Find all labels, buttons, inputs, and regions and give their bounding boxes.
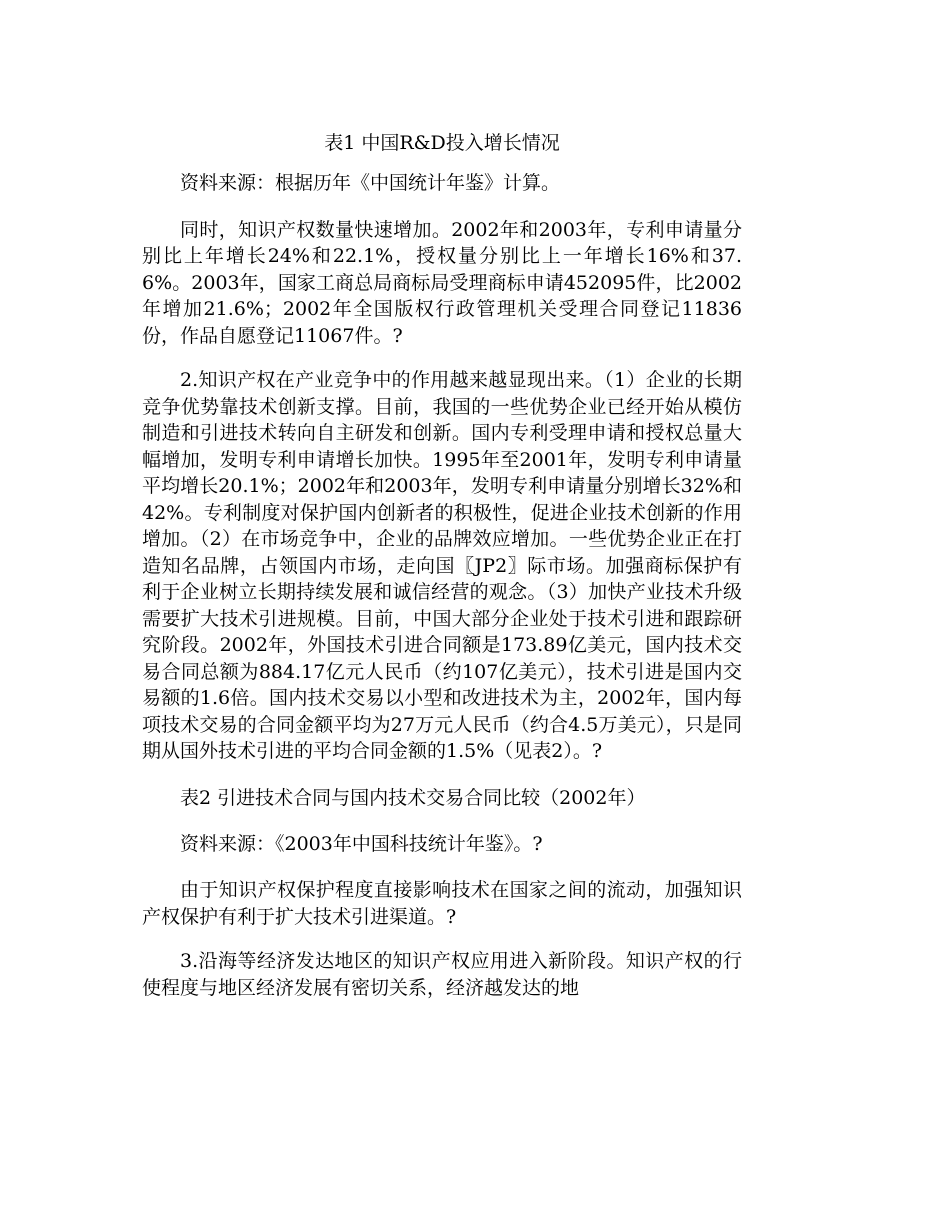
- table1-title: 表1 中国R&D投入增长情况: [324, 132, 560, 154]
- paragraph-ip-growth: 同时，知识产权数量快速增加。2002年和2003年，专利申请量分别比上年增长24%和22.1%，授权量分别比上一年增长16%和37.6%。2003年，国家工商总局商标局受理商标申请452095件，比2002年增加21.6%；2002年全国版权行政管理机关受理合同登记11836份，作品自愿登记11067件。?: [142, 218, 742, 347]
- table2-caption: 表2 引进技术合同与国内技术交易合同比较（2002年）: [180, 786, 646, 809]
- document-page: [142, 126, 742, 1019]
- paragraph-coastal: 3.沿海等经济发达地区的知识产权应用进入新阶段。知识产权的行使程度与地区经济发展有密切关系，经济越发达的地: [142, 950, 742, 999]
- table2-source-note: 资料来源：《2003年中国科技统计年鉴》。?: [180, 832, 543, 855]
- table1-source-note: 资料来源：根据历年《中国统计年鉴》计算。: [180, 172, 561, 194]
- paragraph-tech-channel: 由于知识产权保护程度直接影响技术在国家之间的流动，加强知识产权保护有利于扩大技术引进渠道。?: [142, 879, 742, 928]
- paragraph-industry-role: 2.知识产权在产业竞争中的作用越来越显现出来。（1）企业的长期竞争优势靠技术创新支撑。目前，我国的一些优势企业已经开始从模仿制造和引进技术转向自主研发和创新。国内专利受理申请和授权总量大幅增加，发明专利申请增长加快。1995年至2001年，发明专利申请量平均增长20.1%；2002年和2003年，发明专利申请量分别增长32%和42%。专利制度对保护国内创新者的积极性，促进企业技术创新的作用增加。（2）在市场竞争中，企业的品牌效应增加。一些优势企业正在打造知名品牌，占领国内市场，走向国〖JP2〗际市场。加强商标保护有利于企业树立长期持续发展和诚信经营的观念。（3）加快产业技术升级需要扩大技术引进规模。目前，中国大部分企业处于技术引进和跟踪研究阶段。2002年，外国技术引进合同额是173.89亿美元，国内技术交易合同总额为884.17亿元人民币（约107亿美元），技术引进是国内交易额的1.6倍。国内技术交易以小型和改进技术为主，2002年，国内每项技术交易的合同金额平均为27万元人民币（约合4.5万美元），只是同期从国外技术引进的平均合同金额的1.5%（见表2）。?: [142, 369, 742, 762]
